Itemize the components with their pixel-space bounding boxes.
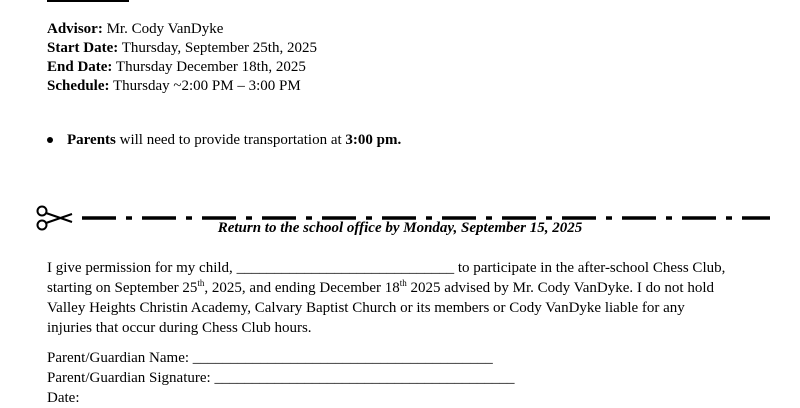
permission-line-3: Valley Heights Christin Academy, Calvary Baptist Church or its members or Cody VanDyke liable for any	[47, 300, 685, 316]
guardian-signature-row: Parent/Guardian Signature: ________________________________________	[47, 370, 515, 386]
return-instructions: Return to the school office by Monday, September 15, 2025	[217, 220, 583, 236]
guardian-name-row: Parent/Guardian Name: ________________________________________	[47, 350, 493, 366]
permission-line-2: starting on September 25th, 2025, and ending December 18th 2025 advised by Mr. Cody VanDyke. I do not hold	[47, 278, 714, 296]
transportation-bullet: Parents will need to provide transportation at 3:00 pm.	[47, 131, 401, 150]
schedule-line: Schedule: Thursday ~2:00 PM – 3:00 PM	[47, 78, 301, 94]
date-row: Date:	[47, 390, 80, 406]
guardian-signature-blank[interactable]: ________________________________________	[214, 370, 515, 386]
bullet-icon	[47, 137, 53, 143]
permission-line-4: injuries that occur during Chess Club hours.	[47, 320, 312, 336]
signature-section	[47, 348, 514, 408]
child-name-blank[interactable]: _____________________________	[236, 260, 455, 276]
start-date-line: Start Date: Thursday, September 25th, 2025	[47, 40, 317, 56]
top-rule	[47, 0, 129, 2]
permission-line-1: I give permission for my child, _____________________________ to participate in the after-school Chess Club,	[47, 260, 726, 276]
club-info	[47, 20, 317, 96]
end-date-line: End Date: Thursday December 18th, 2025	[47, 59, 306, 75]
permission-paragraph	[47, 258, 782, 338]
advisor-line: Advisor: Mr. Cody VanDyke	[47, 21, 224, 37]
guardian-name-blank[interactable]: ________________________________________	[192, 350, 493, 366]
